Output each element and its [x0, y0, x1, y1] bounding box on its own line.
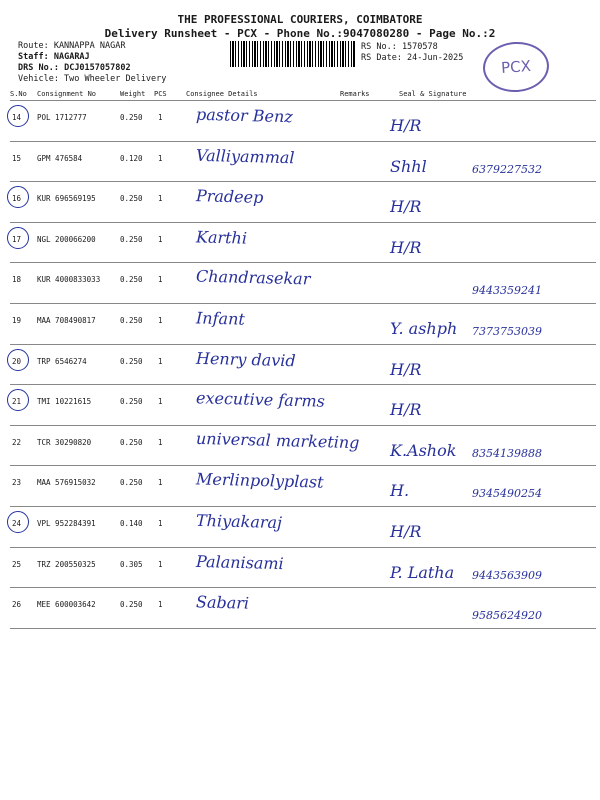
rs-date: RS Date: 24-Jun-2025: [361, 53, 464, 63]
pcs-cell: 1: [158, 519, 163, 528]
weight-cell: 0.250: [120, 194, 143, 204]
weight-cell: 0.250: [120, 113, 143, 122]
sno-cell: 25: [12, 559, 22, 569]
consignment-cell: NGL 200066200: [37, 234, 96, 244]
signature: K.Ashok: [390, 440, 457, 460]
table-row: [10, 506, 596, 546]
signature: H/R: [390, 237, 422, 257]
consignment-cell: MAA 576915032: [37, 478, 96, 488]
signature: H.: [390, 481, 410, 501]
sno-cell: 23: [12, 478, 22, 488]
sno-cell: 21: [12, 397, 22, 407]
pcs-cell: 1: [158, 234, 163, 244]
weight-cell: 0.250: [120, 437, 143, 447]
consignee-name: Thiyakaraj: [195, 510, 283, 533]
pcs-cell: 1: [158, 437, 163, 447]
signature: H/R: [390, 400, 422, 420]
signature: P. Latha: [390, 562, 455, 582]
pcx-stamp: PCX: [481, 40, 550, 94]
col-consignment: Consignment No: [37, 90, 97, 98]
weight-cell: 0.250: [120, 316, 143, 325]
signature: H/R: [390, 116, 422, 135]
drs-info: [18, 63, 131, 74]
col-seal: Seal & Signature: [399, 90, 467, 98]
sno-circle-mark: [7, 349, 29, 371]
drs-value: DCJ0157057802: [64, 63, 131, 73]
row-divider: [10, 628, 596, 629]
pcs-cell: 1: [158, 194, 163, 204]
table-row: [10, 303, 596, 343]
phone-number: 7373753039: [472, 325, 542, 338]
sno-circle-mark: [7, 105, 29, 127]
sno-cell: 26: [12, 600, 22, 610]
barcode: [230, 41, 356, 67]
runsheet-subtitle: Delivery Runsheet - PCX - Phone No.:9047080280 - Page No.:2: [104, 27, 496, 40]
consignment-cell: KUR 4000833033: [37, 275, 101, 285]
sno-circle-mark: [7, 511, 29, 533]
weight-cell: 0.120: [120, 153, 143, 163]
col-weight: Weight: [120, 90, 146, 98]
company-title: THE PROFESSIONAL COURIERS, COIMBATORE: [177, 13, 423, 26]
consignee-name: Pradeep: [195, 186, 264, 208]
consignment-cell: TMI 10221615: [37, 397, 92, 407]
pcs-cell: 1: [158, 559, 163, 569]
phone-number: 9443563909: [472, 568, 542, 582]
consignment-cell: GPM 476584: [37, 153, 83, 163]
rs-number: RS No.: 1570578: [361, 42, 438, 52]
vehicle-info: Vehicle: Two Wheeler Delivery: [18, 74, 167, 84]
sno-circle-mark: [7, 389, 29, 411]
consignee-name: Sabari: [195, 592, 250, 613]
sno-cell: 19: [12, 316, 22, 325]
table-row: [10, 384, 596, 424]
consignment-cell: TRZ 200550325: [37, 559, 96, 569]
drs-label: DRS No.:: [18, 63, 59, 73]
sno-circle-mark: [7, 227, 29, 249]
route-info: Route: KANNAPPA NAGAR: [18, 41, 126, 51]
weight-cell: 0.250: [120, 234, 143, 244]
staff-value: NAGARAJ: [53, 52, 90, 62]
table-row: [10, 465, 596, 505]
pcs-cell: 1: [158, 153, 163, 163]
table-header: [10, 90, 596, 100]
consignee-name: Merlinpolyplast: [195, 469, 324, 493]
sno-cell: 15: [12, 153, 22, 163]
col-sno: S.No: [10, 90, 27, 98]
signature: H/R: [390, 359, 422, 379]
table-row: [10, 547, 596, 587]
table-row: [10, 262, 596, 302]
table-row: [10, 222, 596, 262]
table-row: [10, 181, 596, 221]
pcs-cell: 1: [158, 600, 163, 610]
consignee-name: Karthi: [195, 227, 248, 248]
phone-number: 8354139888: [472, 446, 542, 460]
sno-circle-mark: [7, 186, 29, 208]
weight-cell: 0.140: [120, 519, 143, 528]
consignee-name: Chandrasekar: [195, 266, 311, 289]
pcs-cell: 1: [158, 316, 163, 325]
consignment-cell: KUR 696569195: [37, 194, 96, 204]
consignment-cell: TCR 30290820: [37, 437, 92, 447]
consignment-cell: MEE 600003642: [37, 600, 96, 610]
table-row: [10, 344, 596, 384]
table-row: [10, 587, 596, 627]
signature: Y. ashph: [390, 319, 458, 338]
sno-cell: 20: [12, 356, 22, 366]
phone-number: 6379227532: [472, 162, 542, 176]
sno-cell: 16: [12, 194, 22, 204]
consignee-name: Palanisami: [195, 551, 284, 573]
weight-cell: 0.305: [120, 559, 143, 569]
sno-cell: 14: [12, 113, 22, 122]
consignment-cell: MAA 708490817: [37, 316, 96, 325]
table-row: [10, 425, 596, 465]
pcs-cell: 1: [158, 275, 163, 285]
sno-cell: 22: [12, 437, 22, 447]
table-row: [10, 141, 596, 181]
consignment-cell: VPL 952284391: [37, 519, 96, 528]
col-consignee: Consignee Details: [186, 90, 258, 98]
consignee-name: Henry david: [195, 348, 296, 370]
signature: H/R: [390, 522, 422, 541]
weight-cell: 0.250: [120, 397, 143, 407]
signature: Shhl: [390, 156, 427, 176]
weight-cell: 0.250: [120, 275, 143, 285]
pcs-cell: 1: [158, 356, 163, 366]
pcs-cell: 1: [158, 478, 163, 488]
pcs-cell: 1: [158, 397, 163, 407]
weight-cell: 0.250: [120, 356, 143, 366]
consignee-name: Infant: [195, 308, 246, 329]
sno-cell: 18: [12, 275, 22, 285]
table-row: [10, 100, 596, 140]
col-pcs: PCS: [154, 90, 167, 98]
phone-number: 9443359241: [472, 284, 542, 298]
consignee-name: pastor Benz: [195, 104, 293, 127]
weight-cell: 0.250: [120, 600, 143, 610]
consignee-name: Valliyammal: [195, 145, 295, 167]
consignment-cell: POL 1712777: [37, 113, 87, 122]
phone-number: 9585624920: [472, 609, 542, 623]
phone-number: 9345490254: [472, 487, 542, 501]
sno-cell: 17: [12, 234, 22, 244]
col-remarks: Remarks: [340, 90, 370, 98]
pcs-cell: 1: [158, 113, 163, 122]
sno-cell: 24: [12, 519, 22, 528]
weight-cell: 0.250: [120, 478, 143, 488]
signature: H/R: [390, 197, 422, 217]
staff-label: Staff:: [18, 52, 49, 62]
consignee-name: universal marketing: [195, 428, 360, 452]
staff-info: [18, 52, 90, 63]
consignment-cell: TRP 6546274: [37, 356, 87, 366]
consignee-name: executive farms: [195, 388, 326, 411]
